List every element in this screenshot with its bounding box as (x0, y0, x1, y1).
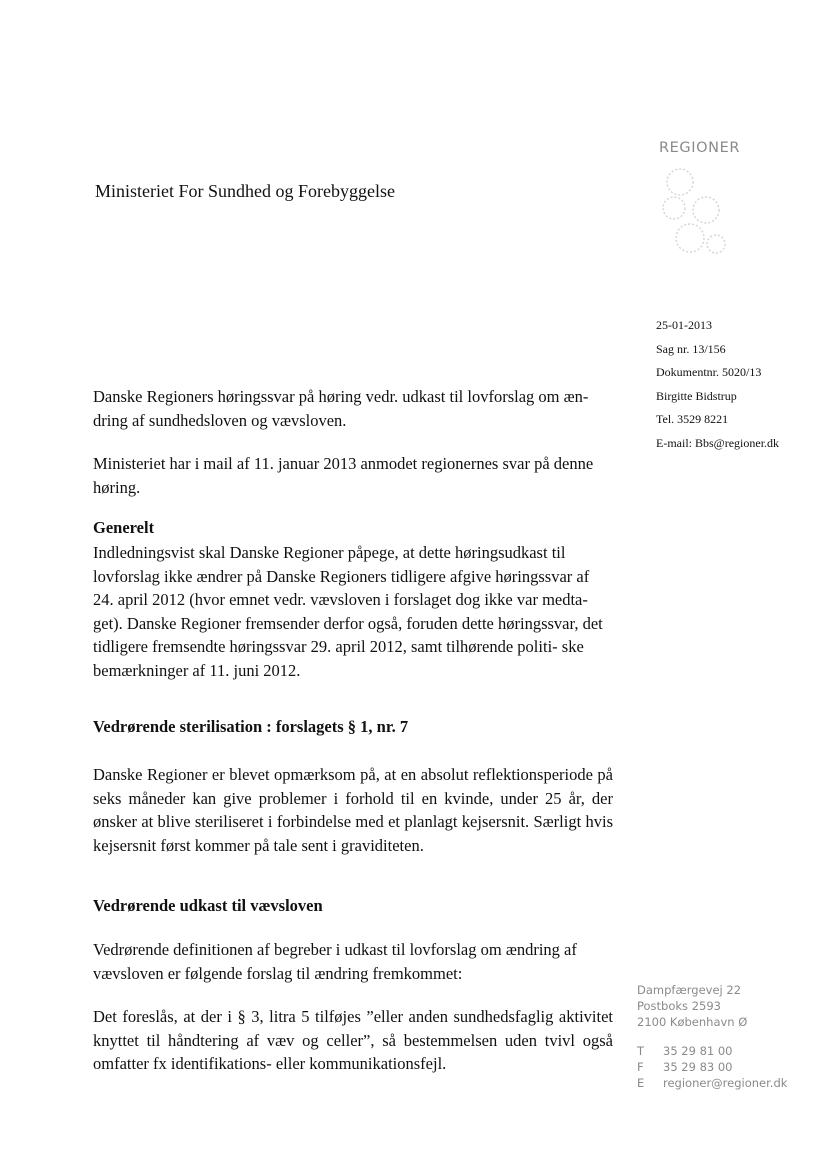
meta-document: Dokumentnr. 5020/13 (656, 365, 762, 379)
vaevsloven-paragraph-1: Vedrørende definitionen af begreber i udkast til lovforslag om ændring af vævsloven er følgende forslag til ændring fremkommet: (93, 940, 577, 983)
meta-column (656, 314, 821, 455)
address-block (637, 982, 817, 1091)
meta-name: Birgitte Bidstrup (656, 388, 737, 403)
general-heading: Generelt (93, 518, 155, 537)
brand-name: REGIONER (659, 140, 741, 156)
sterilisation-heading: Vedrørende sterilisation : forslagets § 1, nr. 7 (93, 717, 409, 736)
vaevsloven-paragraph-2: Det foreslås, at der i § 3, litra 5 tilføjes ”eller anden sundhedsfaglig aktivitet knyttet til håndtering af væv og celler”, så bestemmelsen uden tvivl også omfatter fx identifikations- eller kommunikationsfejl. (93, 1007, 613, 1073)
meta-email: E-mail: Bbs@regioner.dk (656, 435, 780, 450)
contact-phone-label: T (637, 1044, 645, 1058)
contact-phone-value: 35 29 81 00 (663, 1044, 733, 1058)
general-paragraph: Indledningsvist skal Danske Regioner påpege, at dette høringsudkast til lovforslag ikke ændrer på Danske Regioners tidligere afgive høringssvar af 24. april 2012 (hvor emnet vedr. vævsloven i forslaget dog ikke var medta- get). Danske Regioner fremsender derfor også, foruden dette høringssvar, det tidligere fremsendte høringssvar 29. april 2012, samt tilhørende politi- ske bemærkninger af 11. juni 2012. (93, 543, 603, 680)
address-city: 2100 København Ø (637, 1015, 748, 1029)
contact-fax-label: F (637, 1060, 644, 1074)
vaevsloven-heading: Vedrørende udkast til vævsloven (93, 896, 323, 915)
meta-date: 25-01-2013 (656, 318, 712, 332)
meta-phone: Tel. 3529 8221 (656, 412, 729, 426)
contact-fax-value: 35 29 83 00 (663, 1060, 733, 1074)
contact-fax (637, 1059, 817, 1075)
sterilisation-paragraph: Danske Regioner er blevet opmærksom på, at en absolut reflektionsperiode på seks måneder kan give problemer i forhold til en kvinde, under 25 år, der ønsker at blive steriliseret i forbindelse med et planlagt kejsersnit. Særligt hvis kejsersnit først kommer på tale sent i graviditeten. (93, 765, 613, 855)
address-street: Dampfærgevej 22 (637, 983, 742, 997)
contact-email-label: E (637, 1076, 645, 1090)
contact-email-value: regioner@regioner.dk (663, 1076, 788, 1090)
address-box: Postboks 2593 (637, 999, 721, 1013)
contact-phone (637, 1043, 817, 1059)
intro-title: Danske Regioners høringssvar på høring vedr. udkast til lovforslag om æn- dring af sundhedsloven og vævsloven. (93, 387, 589, 430)
recipient: Ministeriet For Sundhed og Forebyggelse (95, 181, 395, 201)
meta-case: Sag nr. 13/156 (656, 341, 726, 356)
contact-email (637, 1075, 817, 1091)
intro-paragraph: Ministeriet har i mail af 11. januar 2013 anmodet regionernes svar på denne høring. (93, 454, 594, 497)
regioner-logo-icon (650, 160, 740, 270)
